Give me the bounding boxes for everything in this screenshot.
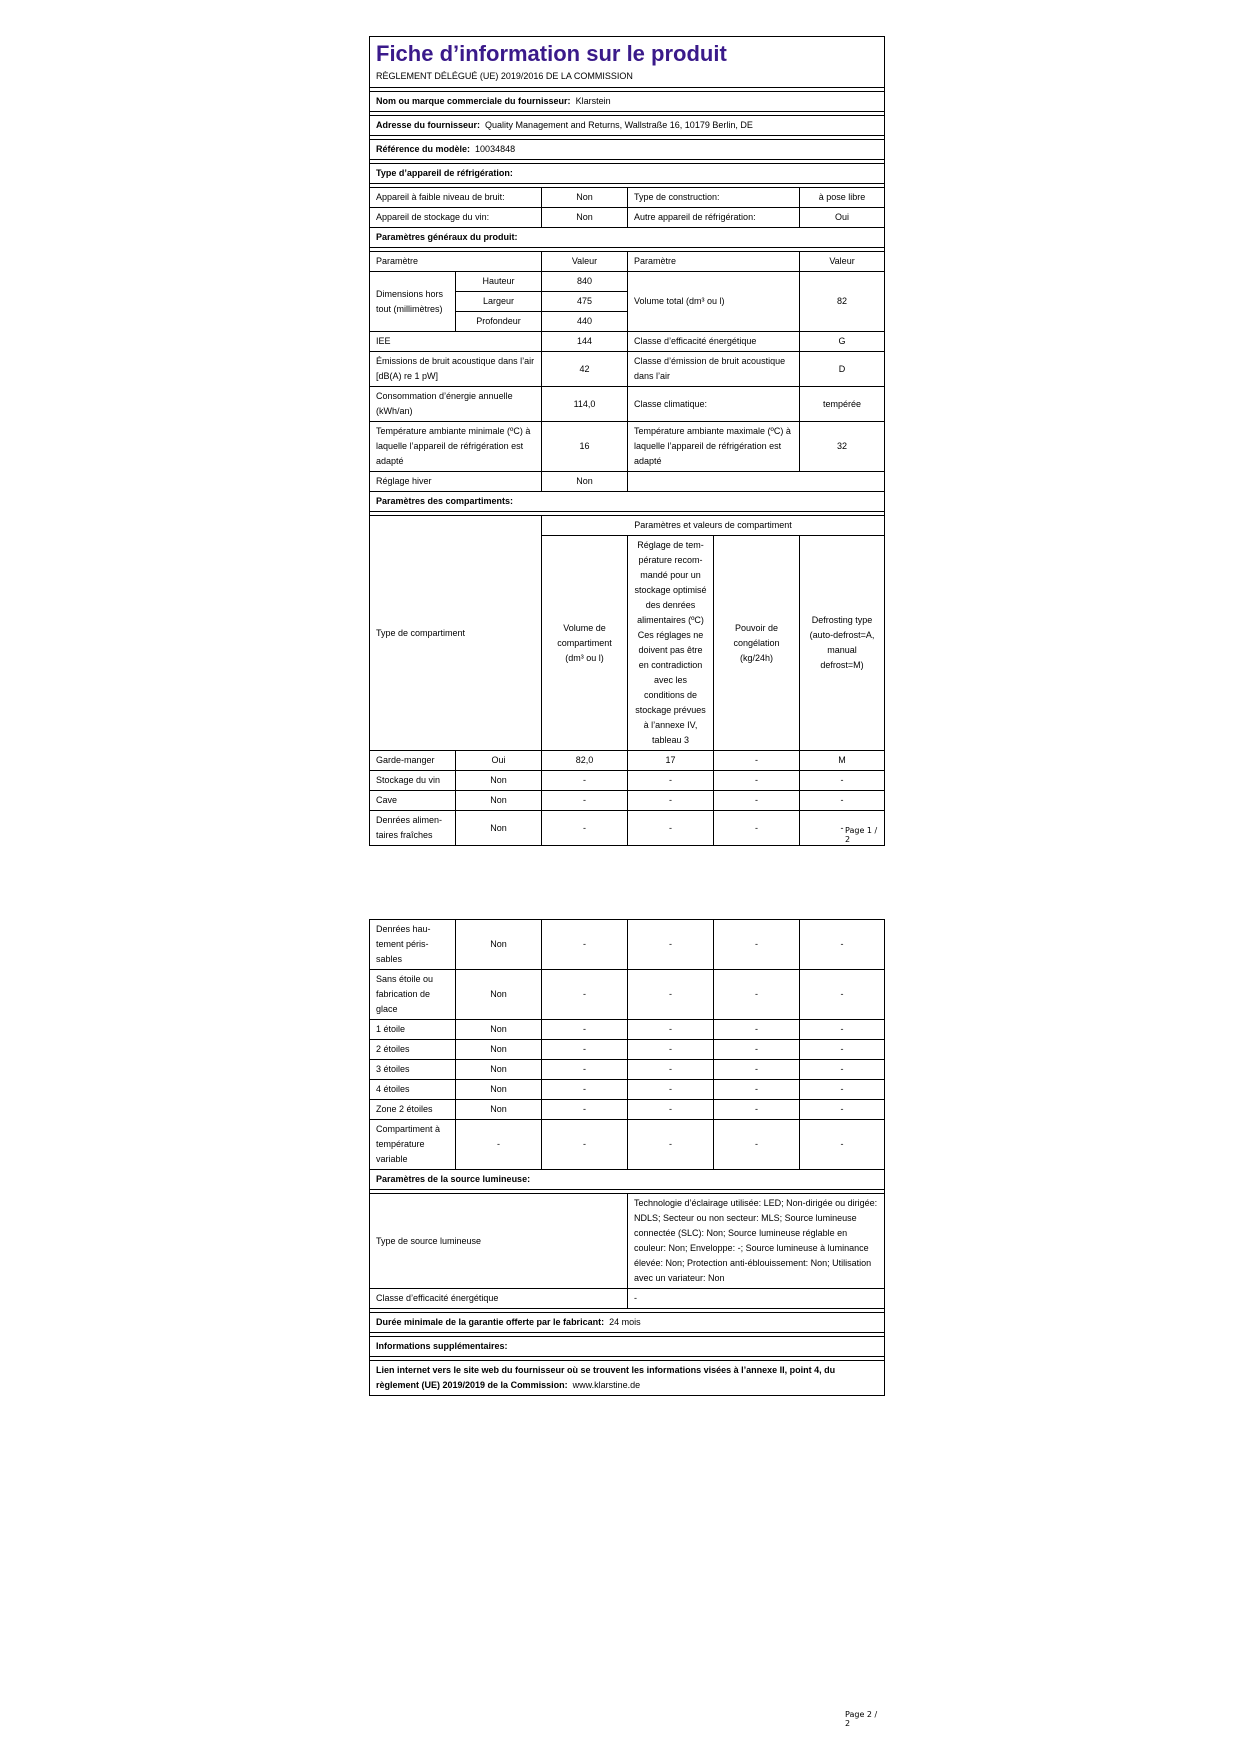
light-energy-class-label: Classe d’efficacité énergétique [370,1289,628,1309]
additional-info-heading: Informations supplémentaires: [370,1337,885,1357]
compartment-volume: - [542,791,628,811]
compartment-volume: - [542,1020,628,1040]
compartment-name: Cave [370,791,456,811]
compartment-volume: - [542,1060,628,1080]
compartment-temp: - [628,1080,714,1100]
col-defrost-header: Defrosting type (auto-defrost=A, manual defrost=M) [800,536,885,751]
noise-class-value: D [800,352,885,387]
compartment-volume: - [542,1080,628,1100]
col-param-right: Paramètre [628,252,800,272]
compartment-name: Compartiment à température variable [370,1120,456,1170]
wine-storage-value: Non [542,208,628,228]
compartment-freezing: - [714,771,800,791]
compartments-heading: Paramètres des compartiments: [370,492,885,512]
page-number: Page 1 / 2 [845,826,878,844]
max-temp-label: Température ambiante maximale (ºC) à laquelle l’appareil de réfrigération est adapté [628,422,800,472]
supplier-name-value: Klarstein [575,96,611,106]
compartment-defrost: - [800,791,885,811]
noise-class-label: Classe d’émission de bruit acoustique dans l’air [628,352,800,387]
table-row [370,1100,885,1120]
compartment-present: Non [456,811,542,846]
col-value-left: Valeur [542,252,628,272]
compartment-freezing: - [714,920,800,970]
sheet-page-1 [369,36,884,846]
table-row [370,1080,885,1100]
compartment-defrost: - [800,1120,885,1170]
appliance-type-heading: Type d’appareil de réfrigération: [370,164,885,184]
compartment-name: 1 étoile [370,1020,456,1040]
table-row [370,1120,885,1170]
depth-label: Profondeur [456,312,542,332]
compartment-name: Sans étoile ou fabrication de glace [370,970,456,1020]
compartment-freezing: - [714,970,800,1020]
compartment-volume: - [542,1120,628,1170]
compartment-name: Denrées alimentaires fraîches [370,811,456,846]
supplier-name-label: Nom ou marque commerciale du fournisseur: [376,96,571,106]
noise-label: Émissions de bruit acoustique dans l’air [dB(A) re 1 pW] [370,352,542,387]
compartment-freezing: - [714,1100,800,1120]
compartment-volume: - [542,970,628,1020]
model-reference-label: Référence du modèle: [376,144,471,154]
winter-setting-label: Réglage hiver [370,472,542,492]
iee-label: IEE [370,332,542,352]
col-freezing-header: Pouvoir de congélation (kg/24h) [714,536,800,751]
light-source-type-label: Type de source lumineuse [370,1194,628,1289]
table-row [370,920,885,970]
compartment-name: Zone 2 étoiles [370,1100,456,1120]
total-volume-label: Volume total (dm³ ou l) [628,272,800,332]
general-params-heading: Paramètres généraux du produit: [370,228,885,248]
construction-value: à pose libre [800,188,885,208]
other-appliance-label: Autre appareil de réfrigération: [628,208,800,228]
compartment-defrost: - [800,1100,885,1120]
compartment-defrost: - [800,1060,885,1080]
height-label: Hauteur [456,272,542,292]
empty-cell [628,472,885,492]
table-row [370,970,885,1020]
dimensions-label: Dimensions hors tout (millimètres) [370,272,456,332]
compartment-temp: - [628,791,714,811]
col-value-right: Valeur [800,252,885,272]
max-temp-value: 32 [800,422,885,472]
compartment-freezing: - [714,1120,800,1170]
col-param-left: Paramètre [370,252,542,272]
supplier-address-value: Quality Management and Returns, Wallstraße 16, 10179 Berlin, DE [485,120,753,130]
light-energy-class-value: - [628,1289,885,1309]
compartment-defrost: - [800,771,885,791]
compartment-present: Non [456,771,542,791]
info-table-top [369,36,885,846]
width-label: Largeur [456,292,542,312]
compartment-defrost: - [800,1020,885,1040]
compartment-present: Non [456,791,542,811]
low-noise-value: Non [542,188,628,208]
table-row [370,811,885,846]
compartment-volume: - [542,1100,628,1120]
climate-class-value: tempérée [800,387,885,422]
table-row [370,771,885,791]
compartment-present: Non [456,1020,542,1040]
supplier-name-row [370,92,885,112]
supplier-address-row [370,116,885,136]
compartment-temp: - [628,1020,714,1040]
compartment-present: Non [456,1040,542,1060]
energy-class-value: G [800,332,885,352]
table-row [370,1020,885,1040]
compartment-params-header: Paramètres et valeurs de compartiment [542,516,885,536]
compartment-present: - [456,1120,542,1170]
supplier-link-value: www.klarstine.de [572,1380,641,1390]
consumption-value: 114,0 [542,387,628,422]
warranty-label: Durée minimale de la garantie offerte par le fabricant: [376,1317,605,1327]
model-reference-value: 10034848 [475,144,516,154]
total-volume-value: 82 [800,272,885,332]
energy-class-label: Classe d’efficacité énergétique [628,332,800,352]
light-source-heading: Paramètres de la source lumineuse: [370,1170,885,1190]
compartment-volume: - [542,920,628,970]
compartment-defrost: M [800,751,885,771]
regulation-subtitle: RÈGLEMENT DÉLÉGUÉ (UE) 2019/2016 DE LA COMMISSION [370,69,885,88]
noise-value: 42 [542,352,628,387]
compartment-temp: - [628,1100,714,1120]
table-row [370,1040,885,1060]
min-temp-label: Température ambiante minimale (ºC) à laquelle l’appareil de réfrigération est adapté [370,422,542,472]
other-appliance-value: Oui [800,208,885,228]
compartment-defrost: - [800,811,885,846]
wine-storage-label: Appareil de stockage du vin: [370,208,542,228]
compartment-present: Non [456,970,542,1020]
table-row [370,791,885,811]
width-value: 475 [542,292,628,312]
compartment-freezing: - [714,1060,800,1080]
col-temp-header: Réglage de température recommandé pour un stockage optimisé des denrées alimentaires (ºC) Ces réglages ne doivent pas être en contradiction avec les conditions de stockage prévues à l’annexe IV, tableau 3 [628,536,714,751]
compartment-temp: - [628,1060,714,1080]
compartment-rows-page-2 [370,920,885,1170]
compartment-volume: - [542,771,628,791]
compartment-freezing: - [714,1080,800,1100]
model-reference-row [370,140,885,160]
compartment-name: Denrées hautement périssables [370,920,456,970]
compartment-present: Non [456,1100,542,1120]
compartment-freezing: - [714,1040,800,1060]
compartment-rows-page-1 [370,751,885,846]
compartment-freezing: - [714,1020,800,1040]
compartment-present: Non [456,1060,542,1080]
compartment-volume: - [542,1040,628,1060]
compartment-defrost: - [800,920,885,970]
compartment-temp: - [628,771,714,791]
light-source-type-value: Technologie d’éclairage utilisée: LED; Non-dirigée ou dirigée: NDLS; Secteur ou non secteur: MLS; Source lumineuse connectée (SLC): Non; Source lumineuse réglable en couleur: Non; Enveloppe: -; Source lumineuse à luminance élevée: Non; Protection anti-éblouissement: Non; Utilisation avec un variateur: Non [628,1194,885,1289]
compartment-volume: 82,0 [542,751,628,771]
page-title: Fiche d’information sur le produit [370,37,885,70]
compartment-present: Non [456,920,542,970]
compartment-present: Oui [456,751,542,771]
compartment-freezing: - [714,791,800,811]
compartment-volume: - [542,811,628,846]
compartment-temp: - [628,1120,714,1170]
winter-setting-value: Non [542,472,628,492]
sheet-page-2 [369,919,884,1728]
climate-class-label: Classe climatique: [628,387,800,422]
depth-value: 440 [542,312,628,332]
compartment-defrost: - [800,1040,885,1060]
supplier-link-label: Lien internet vers le site web du fournisseur où se trouvent les informations visées à l’annexe II, point 4, du règlement (UE) 2019/2019 de la Commission: [376,1365,836,1390]
warranty-row [370,1313,885,1333]
min-temp-value: 16 [542,422,628,472]
supplier-address-label: Adresse du fournisseur: [376,120,481,130]
compartment-name: Garde-manger [370,751,456,771]
compartment-name: 3 étoiles [370,1060,456,1080]
col-volume-header: Volume de compartiment (dm³ ou l) [542,536,628,751]
compartment-name: 2 étoiles [370,1040,456,1060]
table-row [370,1060,885,1080]
iee-value: 144 [542,332,628,352]
warranty-value: 24 mois [609,1317,641,1327]
consumption-label: Consommation d’énergie annuelle (kWh/an) [370,387,542,422]
info-table-bottom [369,919,885,1396]
supplier-link-row [370,1361,885,1396]
compartment-defrost: - [800,970,885,1020]
table-row [370,751,885,771]
compartment-freezing: - [714,751,800,771]
compartment-type-header: Type de compartiment [370,516,542,751]
low-noise-label: Appareil à faible niveau de bruit: [370,188,542,208]
compartment-temp: - [628,970,714,1020]
compartment-name: 4 étoiles [370,1080,456,1100]
height-value: 840 [542,272,628,292]
construction-label: Type de construction: [628,188,800,208]
compartment-temp: 17 [628,751,714,771]
compartment-present: Non [456,1080,542,1100]
compartment-defrost: - [800,1080,885,1100]
compartment-freezing: - [714,811,800,846]
compartment-temp: - [628,811,714,846]
compartment-temp: - [628,1040,714,1060]
page-number: Page 2 / 2 [845,1710,878,1728]
compartment-name: Stockage du vin [370,771,456,791]
compartment-temp: - [628,920,714,970]
